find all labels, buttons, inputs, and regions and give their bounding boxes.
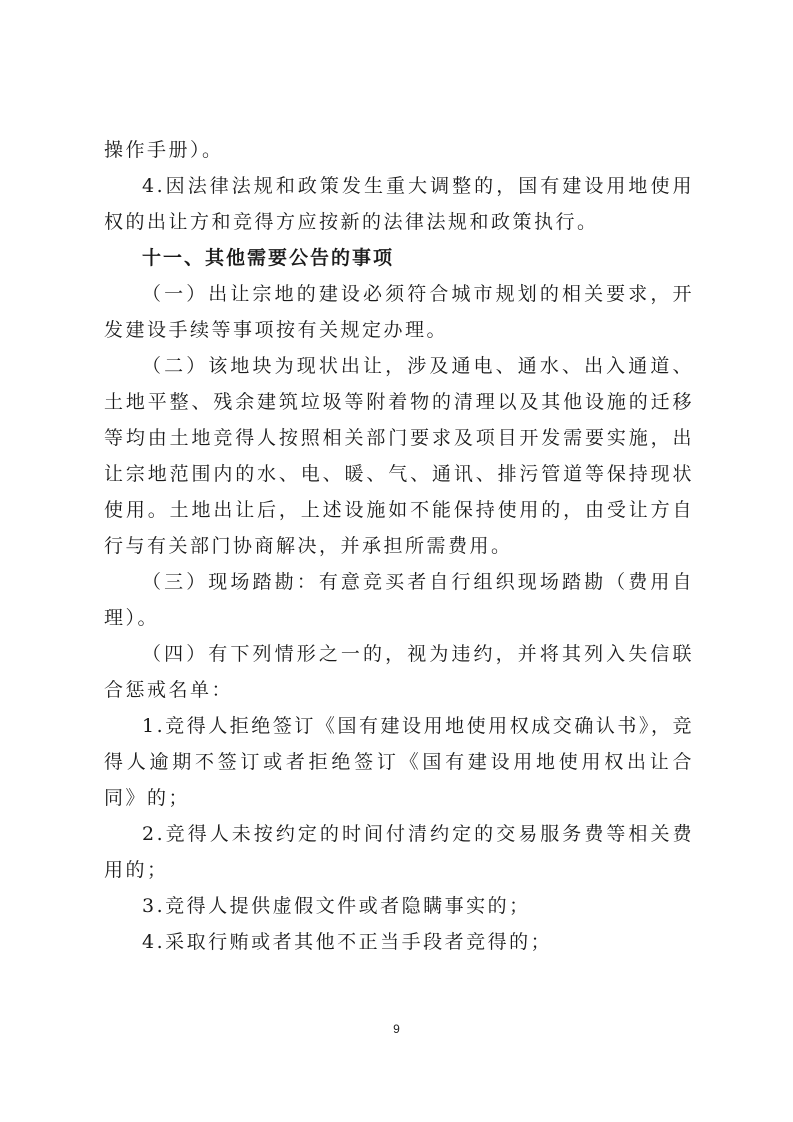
- list-item-1: 1.竞得人拒绝签订《国有建设用地使用权成交确认书》，竞得人逾期不签订或者拒绝签订《国有建设用地使用权出让合同》的；: [104, 715, 694, 809]
- paragraph-sub-2: （二）该地块为现状出让，涉及通电、通水、出入通道、土地平整、残余建筑垃圾等附着物的清理以及其他设施的迁移等均由土地竞得人按照相关部门要求及项目开发需要实施，出让宗地范围内的水、电、暖、气、通讯、排污管道等保持现状使用。土地出让后，上述设施如不能保持使用的，由受让方自行与有关部门协商解决，并承担所需费用。: [104, 355, 694, 557]
- document-body: [104, 132, 694, 960]
- paragraph-item-4: 4.因法律法规和政策发生重大调整的，国有建设用地使用权的出让方和竞得方应按新的法律法规和政策执行。: [104, 175, 694, 233]
- section-heading: 十一、其他需要公告的事项: [142, 247, 395, 269]
- list-item-2: 2.竞得人未按约定的时间付清约定的交易服务费等相关费用的；: [104, 823, 694, 881]
- paragraph-sub-3: （三）现场踏勘：有意竞买者自行组织现场踏勘（费用自理）。: [104, 571, 694, 629]
- paragraph-sub-4: （四）有下列情形之一的，视为违约，并将其列入失信联合惩戒名单：: [104, 643, 694, 701]
- paragraph-continuation: 操作手册）。: [104, 139, 224, 161]
- paragraph-sub-1: （一）出让宗地的建设必须符合城市规划的相关要求，开发建设手续等事项按有关规定办理。: [104, 283, 694, 341]
- list-item-4: 4.采取行贿或者其他不正当手段者竞得的；: [142, 931, 553, 953]
- list-item-3: 3.竞得人提供虚假文件或者隐瞒事实的；: [142, 895, 531, 917]
- page-number: 9: [393, 1022, 400, 1036]
